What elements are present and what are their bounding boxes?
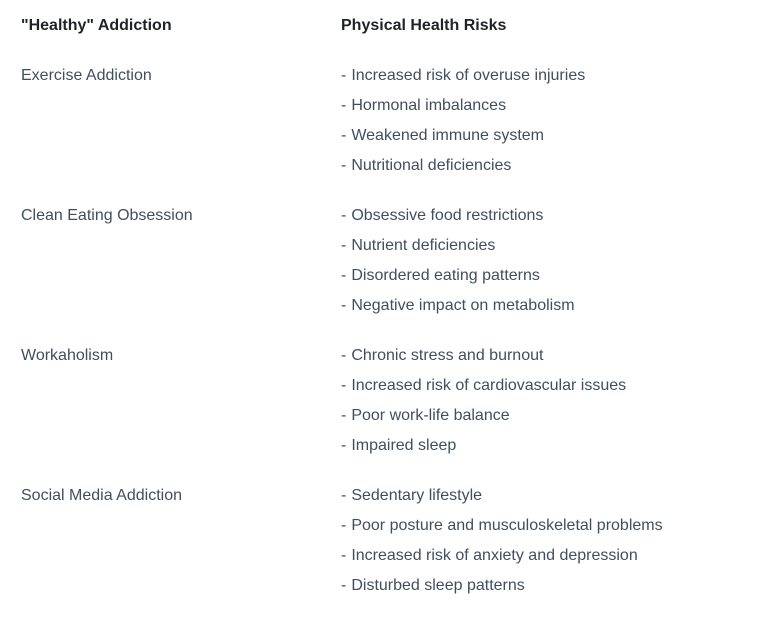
- table-row-social-media-addiction: [21, 481, 758, 601]
- dash-bullet: -: [341, 157, 347, 174]
- risk-text: Nutrient deficiencies: [351, 237, 496, 254]
- risk-item: [341, 541, 758, 571]
- dash-bullet: -: [341, 547, 347, 564]
- risk-text: Hormonal imbalances: [351, 97, 507, 114]
- dash-bullet: -: [341, 577, 347, 594]
- risk-item: [341, 401, 758, 431]
- risk-item: [341, 121, 758, 151]
- risk-item: [341, 431, 758, 461]
- risk-text: Weakened immune system: [351, 127, 544, 144]
- risk-item: [341, 341, 758, 371]
- risk-item: [341, 61, 758, 91]
- risk-list: [341, 481, 758, 601]
- table-row-clean-eating-obsession: [21, 201, 758, 321]
- risk-list: [341, 341, 758, 461]
- dash-bullet: -: [341, 97, 347, 114]
- addiction-name: Exercise Addiction: [21, 67, 152, 84]
- risk-item: [341, 571, 758, 601]
- risk-item: [341, 481, 758, 511]
- dash-bullet: -: [341, 487, 347, 504]
- risk-item: [341, 261, 758, 291]
- risk-text: Increased risk of overuse injuries: [351, 67, 586, 84]
- dash-bullet: -: [341, 407, 347, 424]
- risk-text: Impaired sleep: [351, 437, 457, 454]
- dash-bullet: -: [341, 297, 347, 314]
- risk-text: Obsessive food restrictions: [351, 207, 544, 224]
- risk-text: Poor work-life balance: [351, 407, 510, 424]
- addiction-name: Social Media Addiction: [21, 487, 182, 504]
- table-header-row: [21, 11, 758, 41]
- addiction-name: Workaholism: [21, 347, 114, 364]
- risk-text: Disordered eating patterns: [351, 267, 540, 284]
- risk-text: Chronic stress and burnout: [351, 347, 544, 364]
- risk-item: [341, 511, 758, 541]
- risk-item: [341, 371, 758, 401]
- column-header-healthy-addiction: "Healthy" Addiction: [21, 17, 172, 34]
- dash-bullet: -: [341, 517, 347, 534]
- table-row-exercise-addiction: [21, 61, 758, 181]
- addiction-name: Clean Eating Obsession: [21, 207, 193, 224]
- risk-text: Increased risk of anxiety and depression: [351, 547, 638, 564]
- risk-item: [341, 291, 758, 321]
- dash-bullet: -: [341, 67, 347, 84]
- column-header-physical-health-risks: Physical Health Risks: [341, 17, 507, 34]
- risk-item: [341, 91, 758, 121]
- risk-item: [341, 231, 758, 261]
- risk-list: [341, 201, 758, 321]
- risk-text: Nutritional deficiencies: [351, 157, 512, 174]
- dash-bullet: -: [341, 347, 347, 364]
- risk-text: Increased risk of cardiovascular issues: [351, 377, 627, 394]
- risk-list: [341, 61, 758, 181]
- dash-bullet: -: [341, 237, 347, 254]
- dash-bullet: -: [341, 377, 347, 394]
- dash-bullet: -: [341, 207, 347, 224]
- risk-item: [341, 151, 758, 181]
- risk-text: Poor posture and musculoskeletal problems: [351, 517, 663, 534]
- risk-text: Disturbed sleep patterns: [351, 577, 525, 594]
- risk-text: Sedentary lifestyle: [351, 487, 483, 504]
- table-row-workaholism: [21, 341, 758, 461]
- dash-bullet: -: [341, 267, 347, 284]
- dash-bullet: -: [341, 127, 347, 144]
- dash-bullet: -: [341, 437, 347, 454]
- risk-text: Negative impact on metabolism: [351, 297, 575, 314]
- risk-item: [341, 201, 758, 231]
